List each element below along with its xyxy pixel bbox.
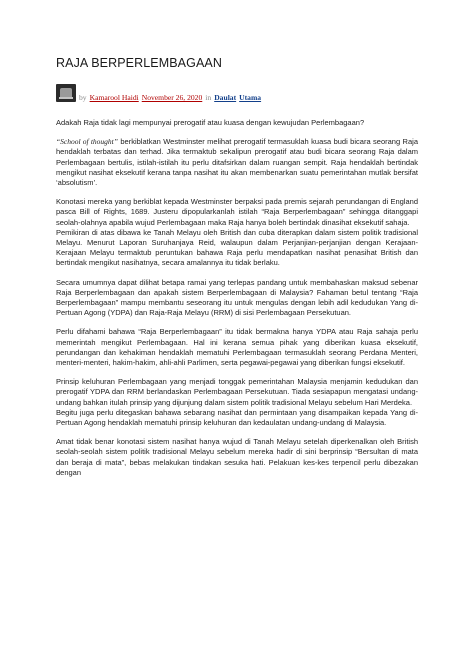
paragraph-8: Begitu juga perlu ditegaskan bahawa sebarang nasihat dan permintaan yang disampaikan kepada Yang di-Pertuan Agong hendaklah mematuhi prinsip keluhuran dan kedaulatan undang-undang di Malaysia.	[56, 407, 418, 428]
quoted-phrase: “School of thought”	[56, 137, 118, 147]
date-link[interactable]: November 26, 2020	[141, 93, 203, 102]
article-title: RAJA BERPERLEMBAGAAN	[56, 56, 222, 70]
paragraph-4: Pemikiran di atas dibawa ke Tanah Melayu oleh British dan cuba diterapkan dalam sistem politik tradisional Melayu. Menurut Laporan Suruhanjaya Reid, walaupun dalam Perjanjian-perjanjian dengan Kerajaan-Kerajaan Melayu termaktub peruntukan bahawa Raja perlu mendapatkan nasihat penasihat British dan bertindak mengikut nasihatnya, secara amalannya itu tidak berlaku.	[56, 227, 418, 268]
paragraph-6: Perlu difahami bahawa “Raja Berperlembagaan” itu tidak bermakna hanya YDPA atau Raja sahaja perlu memerintah mengikut Perlembagaan. Hal ini kerana semua pihak yang diberikan kuasa eksekutif, perundangan dan kehakiman hendaklah mematuhi Perlembagaan termasuklah seorang Perdana Menteri, menteri-menteri, hakim-hakim, ahli-ahli Parlimen, serta pegawai-pegawai yang diberikan fungsi eksekutif.	[56, 327, 418, 368]
paragraph-1: Adakah Raja tidak lagi mempunyai prerogatif atau kuasa dengan kewujudan Perlembagaan?	[56, 118, 365, 127]
byline-in: in	[205, 93, 212, 102]
article-body	[56, 118, 418, 487]
paragraph-7: Prinsip keluhuran Perlembagaan yang menjadi tonggak pemerintahan Malaysia menjamin kedudukan dan prerogatif YDPA dan RRM berlandaskan Perlembagaan Persekutuan. Tiada sesiapapun mengatasi undang-undang bahkan itulah prinsip yang dijunjung dalam sistem politik tradisional Melayu sebelum Hari Merdeka.	[56, 377, 418, 407]
author-link[interactable]: Kamarool Haidi	[89, 93, 139, 102]
paragraph-2: “School of thought” berkiblatkan Westminster melihat prerogatif termasuklah kuasa budi bicara seorang Raja hendaklah terbatas dan terhad. Jika termaktub sekalipun prerogatif atau budi bicara seorang Raja dalam Perlembagaan bertulis, istilah-istilah itu perlu ditafsirkan dalam ruangan sempit. Raja hendaklah bertindak mengikut nasihat eksekutif kerana tanpa nasihat itu akan membenarkan suatu pemerintahan mutlak bersifat ‘absolutism’.	[56, 137, 418, 188]
paragraph-9: Amat tidak benar konotasi sistem nasihat hanya wujud di Tanah Melayu setelah diperkenalkan oleh British seolah-seolah sistem politik tradisional Melayu sebelum mereka hadir di sini berprinsip “Bersultan di mata dan beraja di mata”, bebas melakukan tindakan sesuka hati. Pelakuan kes-kes terpencil perlu dibezakan dengan	[56, 437, 418, 477]
category-link-daulat[interactable]: Daulat	[214, 93, 237, 102]
byline-by: by	[79, 93, 87, 102]
author-avatar-icon	[56, 84, 76, 102]
article-byline	[56, 82, 261, 102]
paragraph-5: Secara umumnya dapat dilihat betapa ramai yang terlepas pandang untuk membahaskan maksud sebenar Raja Berperlembagaan dan apakah sistem Berperlembagaan di Malaysia? Fahaman betul tentang “Raja Berperlembagaan” mampu membantu seseorang itu untuk mengulas dengan lebih adil kedudukan Yang di-Pertuan Agong (YDPA) dan Raja-Raja Melayu (RRM) di sisi Perlembagaan Persekutuan.	[56, 277, 418, 318]
paragraph-3: Konotasi mereka yang berkiblat kepada Westminster berpaksi pada premis sejarah perundangan di England pasca Bill of Rights, 1689. Justeru dipopularkanlah istilah “Raja Berperlembagaan” sehingga ditanggapi seolah-olahnya apabila wujud Perlembagaan maka Raja hanya boleh bertindak dinasihat eksekutif sahaja.	[56, 197, 418, 227]
category-link-utama[interactable]: Utama	[239, 93, 262, 102]
